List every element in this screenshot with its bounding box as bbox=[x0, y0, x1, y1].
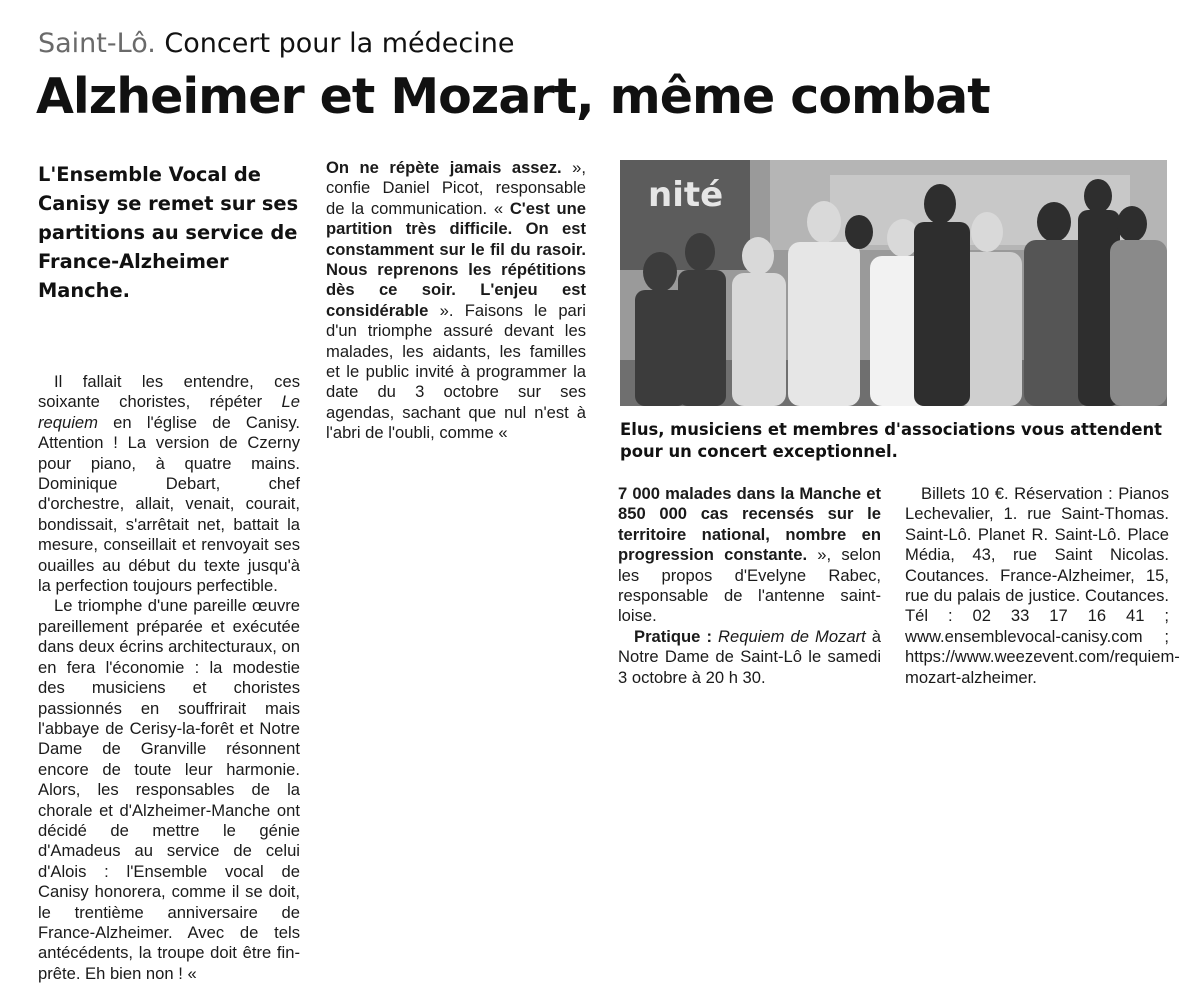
group-photo bbox=[620, 160, 1167, 406]
paragraph-2-cont: On ne répète jamais assez. », confie Daniel Picot, responsable de la communication. « C'est une partition très difficile. On est constamment sur le fil du rasoir. Nous reprenons les répétitions dès ce soir. L'enjeu est considérable ». Faisons le pari d'un triomphe assuré devant les malades, les aidants, les familles et le public invité à programmer la date du 3 octobre sur ses agendas, sachant que nul n'est à l'abri de l'oubli, comme « bbox=[326, 158, 587, 443]
group-photo-illustration bbox=[620, 160, 1167, 406]
kicker-place: Saint-Lô. bbox=[38, 28, 156, 59]
article-column-3 bbox=[618, 484, 881, 688]
paragraph-1: Il fallait les entendre, ces soixante choristes, répéter Le requiem en l'église de Canisy. Attention ! La version de Czerny pour piano, à quatre mains. Dominique Debart, chef d'orchestre, allait, venait, courait, bondissait, s'arrêtait net, battait la mesure, conseillait et renvoyait ses ouailles au début du texte jusqu'à la perfection toujours perfectible. bbox=[38, 372, 300, 596]
chapo: L'Ensemble Vocal de Canisy se remet sur ses partitions au service de France-Alzheimer Manche. bbox=[38, 163, 299, 302]
pratique: Pratique : Requiem de Mozart à Notre Dame de Saint-Lô le samedi 3 octobre à 20 h 30. bbox=[618, 626, 881, 687]
article-column-1 bbox=[38, 372, 300, 984]
paragraph-2-start: Le triomphe d'une pareille œuvre pareillement préparée et exécutée dans deux écrins architecturaux, on en fera l'économie : la modestie des musiciens et choristes passionnés en souffrirait mais l'abbaye de Cerisy-la-forêt et Notre Dame de Granville résonnent encore de toute leur harmonie. Alors, les responsables de la chorale et d'Alzheimer-Manche ont décidé de mettre le génie d'Amadeus au service de celui d'Alois : l'Ensemble vocal de Canisy honorera, comme il se doit, le trentième anniversaire de France-Alzheimer. Avec de tels antécédents, la troupe doit être fin-prête. Eh bien non ! « bbox=[38, 596, 300, 983]
photo-caption: Elus, musiciens et membres d'associations vous attendent pour un concert exceptionnel. bbox=[620, 420, 1162, 461]
article-column-2 bbox=[326, 158, 586, 444]
kicker-subject: Concert pour la médecine bbox=[164, 28, 515, 59]
article-column-4 bbox=[905, 484, 1180, 688]
paragraph-2-end: 7 000 malades dans la Manche et 850 000 cas recensés sur le territoire national, nombre en progression constante. », selon les propos d'Evelyne Rabec, responsable de l'antenne saint-loise. bbox=[618, 484, 881, 626]
kicker bbox=[38, 28, 514, 59]
headline: Alzheimer et Mozart, même combat bbox=[36, 68, 990, 125]
billets: Billets 10 €. Réservation : Pianos Lechevalier, 1. rue Saint-Thomas. Saint-Lô. Planet R. Saint-Lô. Place Média, 43, rue Saint Nicolas. Coutances. France-Alzheimer, 15, rue du palais de justice. Coutances. Tél : 02 33 17 16 41 ; www.ensemblevocal-canisy.com ; https://www.weezevent.com/requiem-mozart-alzheimer. bbox=[905, 484, 1180, 687]
sign-text: nité bbox=[648, 175, 724, 215]
